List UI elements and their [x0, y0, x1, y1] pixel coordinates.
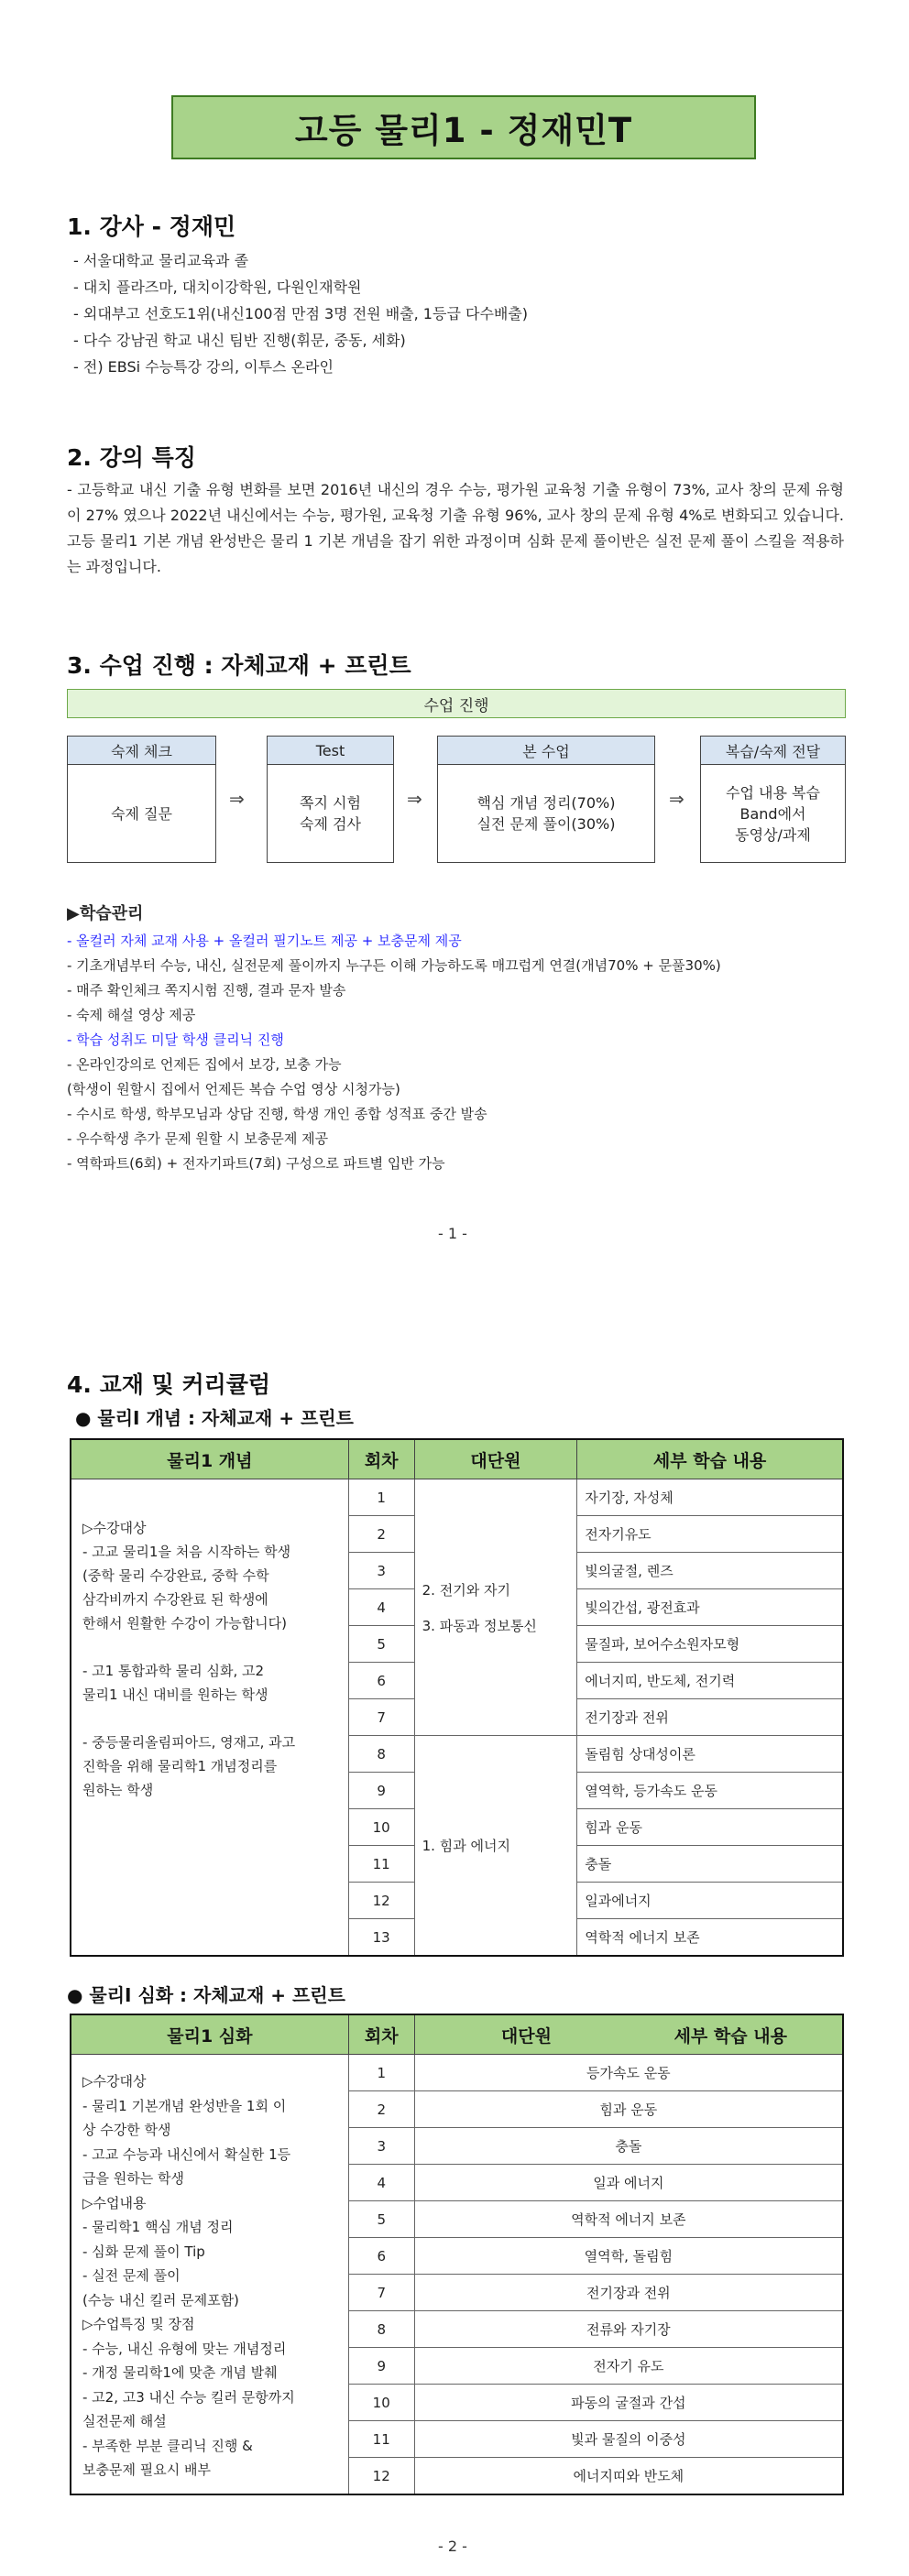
session-number: 8 — [348, 2311, 414, 2348]
process-step-line: Band에서 — [739, 804, 806, 823]
session-number: 12 — [348, 1883, 414, 1919]
learning-management-item: - 우수학생 추가 문제 원할 시 보충문제 제공 — [67, 1130, 329, 1147]
column-header: 물리1 개념 — [71, 1439, 348, 1479]
instructor-item: - 외대부고 선호도1위(내신100점 만점 3명 전원 배출, 1등급 다수배출) — [73, 305, 529, 322]
topic-cell: 일과 에너지 — [414, 2165, 843, 2201]
process-step-head: 본 수업 — [438, 737, 654, 765]
learning-management-heading: ▶학습관리 — [67, 904, 144, 923]
page-number: - 2 - — [438, 2538, 467, 2555]
session-number: 11 — [348, 1846, 414, 1883]
target-students-cell: ▷수강대상 - 고교 물리1을 처음 시작하는 학생 (중학 물리 수강완료, 중학 수학 삼각비까지 수강완료 된 학생에 한해서 원활한 수강이 가능합니다) - 고1 통합과학 물리 심화, 고2 물리1 내신 대비를 원하는 학생 - 중등물리올림피아드, 영재고, 과고 진학을 위해 물리학1 개념정리를 원하는 학생 — [71, 1479, 348, 1957]
session-number: 4 — [348, 1589, 414, 1626]
topic-cell: 전자기유도 — [577, 1516, 843, 1553]
learning-management-item: - 역학파트(6회) + 전자기파트(7회) 구성으로 파트별 입반 가능 — [67, 1155, 445, 1172]
session-number: 1 — [348, 2055, 414, 2091]
session-number: 13 — [348, 1919, 414, 1957]
process-step-line: 숙제 질문 — [111, 804, 172, 823]
topic-cell: 충돌 — [414, 2128, 843, 2165]
session-number: 5 — [348, 2201, 414, 2238]
topic-cell: 충돌 — [577, 1846, 843, 1883]
topic-cell: 빛과 물질의 이중성 — [414, 2421, 843, 2458]
section2-heading: 2. 강의 특징 — [67, 444, 196, 471]
topic-cell: 전자기 유도 — [414, 2348, 843, 2385]
topic-cell: 힘과 운동 — [414, 2091, 843, 2128]
learning-management-item: - 수시로 학생, 학부모님과 상담 진행, 학생 개인 종합 성적표 중간 발송 — [67, 1106, 487, 1122]
topic-cell: 역학적 에너지 보존 — [414, 2201, 843, 2238]
table-row — [71, 2055, 843, 2091]
topic-cell: 열역학, 등가속도 운동 — [577, 1773, 843, 1809]
session-number: 9 — [348, 2348, 414, 2385]
course-feature-text: - 고등학교 내신 기출 유형 변화를 보면 2016년 내신의 경우 수능, 평가원 교육청 기출 유형이 73%, 교사 창의 문제 유형이 27% 였으나 2022년 내신에서는 수능, 평가원, 교육청 기출 유형 96%, 교사 창의 문제 유형 4%로 변화되고 있습니다. 고등 물리1 기본 개념 완성반은 물리 1 기본 개념을 잡기 위한 과정이며 심화 문제 풀이반은 실전 문제 풀이 스킬을 적용하는 과정입니다. — [67, 481, 844, 575]
basic-course-title: ● 물리Ⅰ 개념 : 자체교재 + 프린트 — [75, 1407, 354, 1429]
process-step-line: 핵심 개념 정리(70%) — [476, 794, 616, 812]
unit-cell: 2. 전기와 자기 3. 파동과 정보통신 — [414, 1479, 577, 1736]
advanced-curriculum-table — [70, 2014, 844, 2495]
topic-cell: 전기장과 전위 — [414, 2275, 843, 2311]
session-number: 1 — [348, 1479, 414, 1516]
session-number: 9 — [348, 1773, 414, 1809]
topic-cell: 역학적 에너지 보존 — [577, 1919, 843, 1957]
instructor-item: - 전) EBSi 수능특강 강의, 이투스 온라인 — [73, 358, 334, 376]
column-header: 회차 — [348, 2014, 414, 2055]
topic-cell: 빛의간섭, 광전효과 — [577, 1589, 843, 1626]
basic-curriculum-table — [70, 1438, 844, 1957]
session-number: 6 — [348, 2238, 414, 2275]
learning-management-item: - 기초개념부터 수능, 내신, 실전문제 풀이까지 누구든 이해 가능하도록 매끄럽게 연결(개념70% + 문풀30%) — [67, 957, 721, 974]
learning-management-item: - 학습 성취도 미달 학생 클리닉 진행 — [67, 1031, 284, 1048]
column-header-detail: 세부 학습 내용 — [674, 2025, 787, 2047]
process-arrow: ⇒ — [407, 788, 422, 810]
session-number: 3 — [348, 2128, 414, 2165]
topic-cell: 빛의굴절, 렌즈 — [577, 1553, 843, 1589]
topic-cell: 일과에너지 — [577, 1883, 843, 1919]
column-header: 세부 학습 내용 — [577, 1439, 843, 1479]
topic-cell: 힘과 운동 — [577, 1809, 843, 1846]
session-number: 3 — [348, 1553, 414, 1589]
target-students-cell: ▷수강대상 - 물리1 기본개념 완성반을 1회 이 상 수강한 학생 - 고교 수능과 내신에서 확실한 1등 급을 원하는 학생 ▷수업내용 - 물리학1 핵심 개념 정리 - 심화 문제 풀이 Tip - 실전 문제 풀이 (수능 내신 킬러 문제포함) ▷수업특징 및 장점 - 수능, 내신 유형에 맞는 개념정리 - 개정 물리학1에 맞춘 개념 발췌 - 고2, 고3 내신 수능 킬러 문항까지 실전문제 해설 - 부족한 부분 클리닉 진행 & 보충문제 필요시 배부 — [71, 2055, 348, 2495]
section1-heading: 1. 강사 - 정재민 — [67, 213, 236, 240]
process-step-line: 숙제 검사 — [300, 815, 361, 833]
process-step-homework-check — [67, 736, 216, 863]
topic-cell: 돌림힘 상대성이론 — [577, 1736, 843, 1773]
process-step-review — [700, 736, 846, 863]
learning-management-item: - 온라인강의로 언제든 집에서 보강, 보충 가능 — [67, 1056, 342, 1073]
session-number: 11 — [348, 2421, 414, 2458]
topic-cell: 에너지띠와 반도체 — [414, 2458, 843, 2495]
topic-cell: 파동의 굴절과 간섭 — [414, 2385, 843, 2421]
session-number: 12 — [348, 2458, 414, 2495]
learning-management-item: - 매주 확인체크 쪽지시험 진행, 결과 문자 발송 — [67, 982, 346, 999]
topic-cell: 전기장과 전위 — [577, 1699, 843, 1736]
process-arrow: ⇒ — [669, 788, 684, 810]
process-step-line: 동영상/과제 — [735, 825, 811, 844]
topic-cell: 자기장, 자성체 — [577, 1479, 843, 1516]
session-number: 7 — [348, 2275, 414, 2311]
unit-cell: 1. 힘과 에너지 — [414, 1736, 577, 1957]
process-step-line: 실전 문제 풀이(30%) — [476, 815, 616, 833]
learning-management-item: - 숙제 해설 영상 제공 — [67, 1007, 196, 1023]
process-step-line: 쪽지 시험 — [300, 794, 361, 812]
session-number: 7 — [348, 1699, 414, 1736]
document-title: 고등 물리1 - 정재민T — [171, 95, 756, 159]
page-number: - 1 - — [438, 1225, 467, 1242]
process-step-line: 수업 내용 복습 — [726, 783, 820, 802]
instructor-item: - 대치 플라즈마, 대치이강학원, 다원인재학원 — [73, 278, 362, 296]
process-arrow: ⇒ — [229, 788, 245, 810]
learning-management-item: (학생이 원할시 집에서 언제든 복습 수업 영상 시청가능) — [67, 1081, 400, 1097]
column-header: 물리1 심화 — [71, 2014, 348, 2055]
section3-heading: 3. 수업 진행 : 자체교재 + 프린트 — [67, 652, 411, 679]
topic-cell: 열역학, 돌림힘 — [414, 2238, 843, 2275]
session-number: 8 — [348, 1736, 414, 1773]
column-header: 대단원 — [414, 1439, 577, 1479]
topic-cell: 전류와 자기장 — [414, 2311, 843, 2348]
session-number: 10 — [348, 1809, 414, 1846]
instructor-item: - 서울대학교 물리교육과 졸 — [73, 252, 249, 269]
topic-cell: 등가속도 운동 — [414, 2055, 843, 2091]
learning-management-item: - 올컬러 자체 교재 사용 + 올컬러 필기노트 제공 + 보충문제 제공 — [67, 933, 462, 949]
process-step-test — [267, 736, 394, 863]
session-number: 2 — [348, 2091, 414, 2128]
process-step-head: Test — [268, 737, 393, 765]
process-step-head: 숙제 체크 — [68, 737, 215, 765]
process-step-head: 복습/숙제 전달 — [701, 737, 845, 765]
instructor-item: - 다수 강남권 학교 내신 팀반 진행(휘문, 중동, 세화) — [73, 332, 406, 349]
session-number: 6 — [348, 1663, 414, 1699]
process-step-main-class — [437, 736, 655, 863]
session-number: 2 — [348, 1516, 414, 1553]
column-header — [414, 2014, 843, 2055]
topic-cell: 물질파, 보어수소원자모형 — [577, 1626, 843, 1663]
advanced-course-title: ● 물리Ⅰ 심화 : 자체교재 + 프린트 — [67, 1984, 345, 2006]
session-number: 4 — [348, 2165, 414, 2201]
session-number: 5 — [348, 1626, 414, 1663]
session-number: 10 — [348, 2385, 414, 2421]
process-title: 수업 진행 — [67, 689, 846, 718]
column-header: 회차 — [348, 1439, 414, 1479]
table-row — [71, 1479, 843, 1516]
section4-heading: 4. 교재 및 커리큘럼 — [67, 1371, 271, 1398]
column-header-unit: 대단원 — [500, 2025, 552, 2047]
topic-cell: 에너지띠, 반도체, 전기력 — [577, 1663, 843, 1699]
